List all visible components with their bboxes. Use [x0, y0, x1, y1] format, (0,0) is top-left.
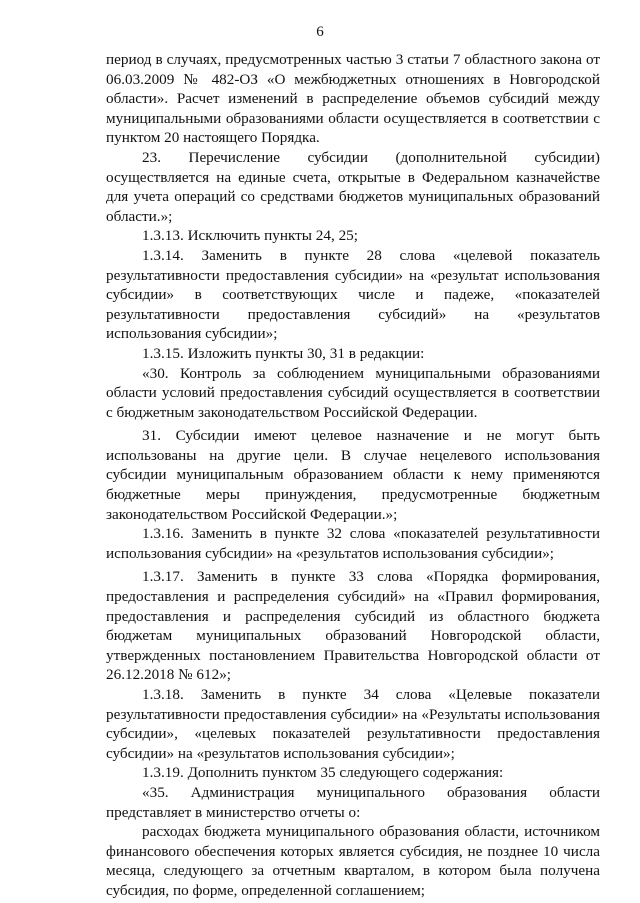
- paragraph-item-30: «30. Контроль за соблюдением муниципальными образованиями области условий предоставления субсидий осуществляется в соответствии с бюджетным законодательством Российской Федерации.: [106, 364, 600, 421]
- paragraph-1-3-13: 1.3.13. Исключить пункты 24, 25;: [142, 227, 358, 245]
- paragraph-expenses-report: расходах бюджета муниципального образования области, источником финансового обеспечения которых является субсидия, не позднее 10 числа месяца, следующего за отчетным кварталом, в котором была получена субсидия, по форме, определенной соглашением;: [106, 823, 600, 899]
- paragraph-1-3-17: 1.3.17. Заменить в пункте 33 слова «Порядка формирования, предоставления и распределения субсидий» на «Правил формирования, предоставления и распределения субсидий из областного бюджета бюджетам муниципальных образований Новгородской области, утвержденных постановлением Правительства Новгородской области от 26.12.2018 № 612»;: [106, 568, 600, 684]
- paragraph-1-3-18: 1.3.18. Заменить в пункте 34 слова «Целевые показатели результативности предоставления субсидии» на «Результаты использования субсидии», «целевых показателей результативности предоставления субсидии» на «результатов использования субсидии»;: [106, 686, 600, 762]
- paragraph-1-3-19: 1.3.19. Дополнить пунктом 35 следующего содержания:: [142, 764, 504, 782]
- document-body: [106, 50, 600, 901]
- paragraph-item-35: «35. Администрация муниципального образования области представляет в министерство отчеты о:: [106, 783, 600, 821]
- paragraph-1-3-16: 1.3.16. Заменить в пункте 32 слова «показателей результативности использования субсидии» на «результатов использования субсидии»;: [106, 525, 600, 562]
- paragraph-1-3-14: 1.3.14. Заменить в пункте 28 слова «целевой показатель результативности предоставления субсидии» на «результат использования субсидии» в соответствующих числе и падеже, «показателей результативности предоставления субсидий» на «результатов использования субсидии»;: [106, 246, 600, 343]
- page-number: 6: [316, 24, 324, 40]
- paragraph-1-3-15: 1.3.15. Изложить пункты 30, 31 в редакции:: [142, 344, 425, 362]
- paragraph-continuation: период в случаях, предусмотренных частью 3 статьи 7 областного закона от 06.03.2009 № 482-ОЗ «О межбюджетных отношениях в Новгородской области». Расчет изменений в распределение объемов субсидий между муниципальными образованиями области осуществляется в соответствии с пунктом 20 настоящего Порядка.: [106, 51, 600, 147]
- paragraph-item-23: 23. Перечисление субсидии (дополнительной субсидии) осуществляется на единые счета, открытые в Федеральном казначействе для учета операций со средствами бюджетов муниципальных образований области.»;: [106, 148, 600, 225]
- paragraph-item-31: 31. Субсидии имеют целевое назначение и не могут быть использованы на другие цели. В случае нецелевого использования субсидии муниципальным образованием области к нему применяются бюджетные меры принуждения, предусмотренные бюджетным законодательством Российской Федерации.»;: [106, 427, 600, 523]
